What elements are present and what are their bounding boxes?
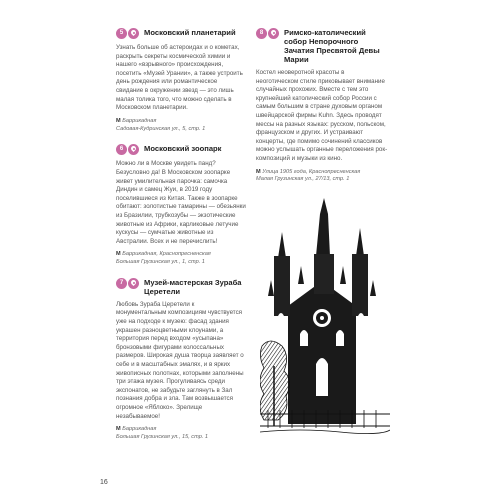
entry-cathedral: [256, 28, 388, 184]
entry-number-badge: 6: [116, 144, 127, 155]
entry-address: Большая Грузинская ул., 1, стр. 1: [116, 259, 205, 266]
metro-icon: М: [116, 117, 121, 124]
entry-description: Костел неоверотной красоты в неоготическом стиле приковывает внимание случайных прохожих. Вместе с тем это крупнейший католический собор России с самым большим в стране духовым органом швейцарской фирмы Kuhn. Здесь проводят мессы на разных языках: русском, польском, французском и других. И устраивают концерты, где помимо сочинений классиков можно услышать органные переложения рок-композиций и музыки из кино.: [256, 69, 388, 162]
cathedral-illustration: [260, 196, 390, 446]
entry-address: Малая Грузинская ул., 27/13, стр. 1: [256, 176, 350, 183]
map-pin-icon: [268, 28, 279, 39]
entry-description: Любовь Зураба Церетели к монументальным композициям чувствуется уже на подходе к музею: фасад здания украшен разноцветными клоунами, а территория перед входом «усыпана» бронзовыми фигурами колоссальных размеров. Широкая душа творца заявляет о себе и в масштабных эмалях, и в ярких живописных полотнах, которыми заполнены три этажа музея. Прогуливаясь среди экспонатов, не забудьте заглянуть в Зал познания добра и зла. Там возвышается огромное «Яблоко». Зрелище незабываемое!: [116, 300, 244, 420]
right-column: [256, 28, 388, 195]
entry-planetarium: [116, 28, 246, 133]
left-column: [116, 28, 246, 453]
entry-description: Можно ли в Москве увидеть панд? Безусловно да! В Московском зоопарке живет умилительная парочка: самочка Диндин и самец Жуи, в 2019 году поселившиеся из Китая. Также в зоопарке обитают: золотистые тамарины — обезьянки из Бразилии, трубкозубы — экзотические животные из Африки, карликовые летучие кускусы — сумчатые животные из Австралии. Всех и не перечислить!: [116, 160, 246, 245]
entry-title: Московский зоопарк: [144, 144, 222, 154]
metro-icon: М: [256, 168, 261, 175]
metro-station: М Баррикадная: [116, 426, 157, 433]
entry-tsereteli-museum: [116, 278, 246, 442]
map-pin-icon: [128, 144, 139, 155]
metro-icon: М: [116, 251, 121, 258]
metro-station: М Баррикадная, Краснопресненская: [116, 251, 211, 258]
entry-title: Римско-католический собор Непорочного Зачатия Пресвятой Девы Марии: [284, 28, 380, 64]
entry-address: Садовая-Кудринская ул., 5, стр. 1: [116, 125, 206, 132]
entry-number-badge: 7: [116, 278, 127, 289]
entry-number-badge: 5: [116, 28, 127, 39]
metro-icon: М: [116, 426, 121, 433]
map-pin-icon: [128, 28, 139, 39]
entry-address: Большая Грузинская ул., 15, стр. 1: [116, 433, 209, 440]
metro-station: М Улица 1905 года, Краснопресненская: [256, 168, 361, 175]
metro-station: М Баррикадная: [116, 117, 157, 124]
entry-description: Узнать больше об астероидах и о кометах, раскрыть секреты космической химии и нашего «взрывного» происхождения, посетить «Музей Урании», а также устроить день рождения или романтическое свидание в окружении звезд — это лишь малая толика того, что можно сделать в Московском планетарии.: [116, 44, 243, 112]
entry-zoo: [116, 144, 246, 267]
entry-title: Музей-мастерская Зураба Церетели: [144, 277, 242, 296]
map-pin-icon: [128, 278, 139, 289]
page-number: 16: [100, 479, 108, 486]
entry-title: Московский планетарий: [144, 28, 236, 37]
entry-number-badge: 8: [256, 28, 267, 39]
